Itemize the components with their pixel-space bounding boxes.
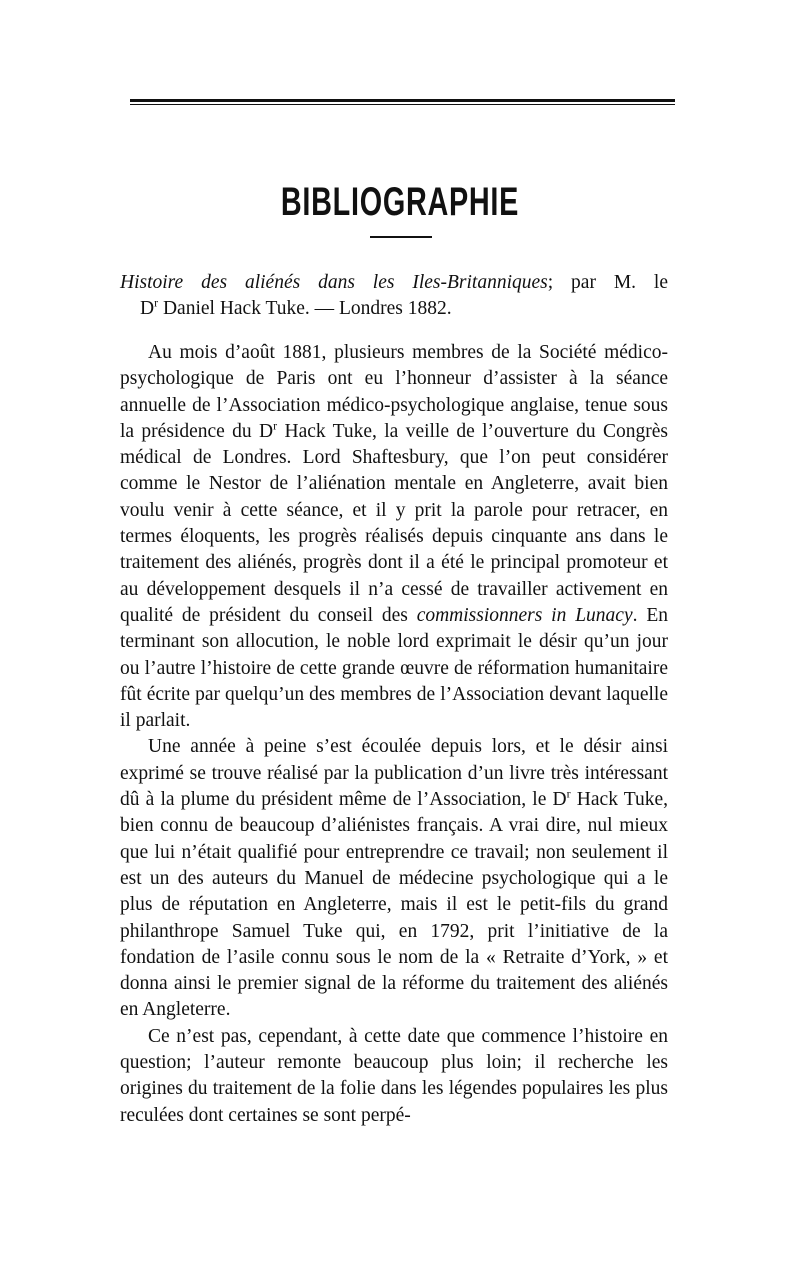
paragraph-2 bbox=[120, 734, 668, 1023]
paragraph-1-text-c: Hack Tuke, la veille de l’ouverture du Congrès médical de Londres. Lord Shaftesbury, que l’on peut considérer comme le Nestor de l’aliénation mentale en Angleterre, avait bien voulu venir à cette séance, et il y prit la parole pour retracer, en termes éloquents, les progrès réalisés depuis cinquante ans dans le traitement des aliénés, progrès dont il a été le principal promoteur et au développement desquels il n’a cessé de travailler activement en qualité de président du conseil des bbox=[120, 420, 668, 626]
paragraph-1 bbox=[120, 340, 668, 734]
paragraph-3 bbox=[120, 1024, 668, 1129]
paragraph-2-superscript: r bbox=[566, 786, 571, 801]
top-double-rule bbox=[130, 99, 675, 104]
work-title: Histoire des aliénés dans les Iles-Britanniques bbox=[120, 272, 548, 293]
paragraph-1-text-e: . En terminant son allocution, le noble lord exprimait le désir qu’un jour ou l’autre l’histoire de cette grande œuvre de réformation humanitaire fût écrite par quelqu’un des membres de l’Association devant laquelle il parlait. bbox=[120, 604, 668, 732]
dr-superscript: r bbox=[154, 295, 159, 310]
title-divider bbox=[370, 236, 432, 238]
paragraph-1-text-a: Au mois d’août 1881, plusieurs membres de la Société médico-psychologique de Paris ont eu l’honneur d’assister à la séance annuelle de l’Association médico-psychologique anglaise, tenue sous la présidence du D bbox=[120, 342, 668, 442]
paragraph-1-italic: commissionners in Lunacy bbox=[416, 604, 633, 626]
page-title: BIBLIOGRAPHIE bbox=[280, 180, 520, 224]
dr-prefix: D bbox=[140, 298, 155, 320]
article-body bbox=[120, 340, 668, 1129]
bibliographic-reference bbox=[120, 270, 668, 323]
reference-author: Daniel Hack Tuke. — Londres 1882. bbox=[158, 298, 452, 320]
paragraph-3-text: Ce n’est pas, cependant, à cette date que commence l’histoire en question; l’auteur remonte beaucoup plus loin; il recherche les origines du traitement de la folie dans les légendes populaires les plus reculées dont certaines se sont perpé- bbox=[120, 1025, 668, 1126]
paragraph-2-text-c: Hack Tuke, bien connu de beaucoup d’aliénistes français. A vrai dire, nul mieux que lui n’était qualifié pour entreprendre ce travail; non seulement il est un des auteurs du Manuel de médecine psychologique qui a le plus de réputation en Angleterre, mais il est le petit-fils du grand philanthrope Samuel Tuke qui, en 1792, prit l’initiative de la fondation de l’asile connu sous le nom de la « Retraite d’York, » et donna ainsi le premier signal de la réforme du traitement des aliénés en Angleterre. bbox=[120, 789, 669, 1021]
paragraph-1-superscript: r bbox=[273, 418, 278, 433]
paragraph-2-text-a: Une année à peine s’est écoulée depuis lors, et le désir ainsi exprimé se trouve réalisé par la publication d’un livre très intéressant dû à la plume du président même de l’Association, le D bbox=[120, 736, 668, 811]
reference-by: ; par M. le bbox=[547, 272, 668, 293]
